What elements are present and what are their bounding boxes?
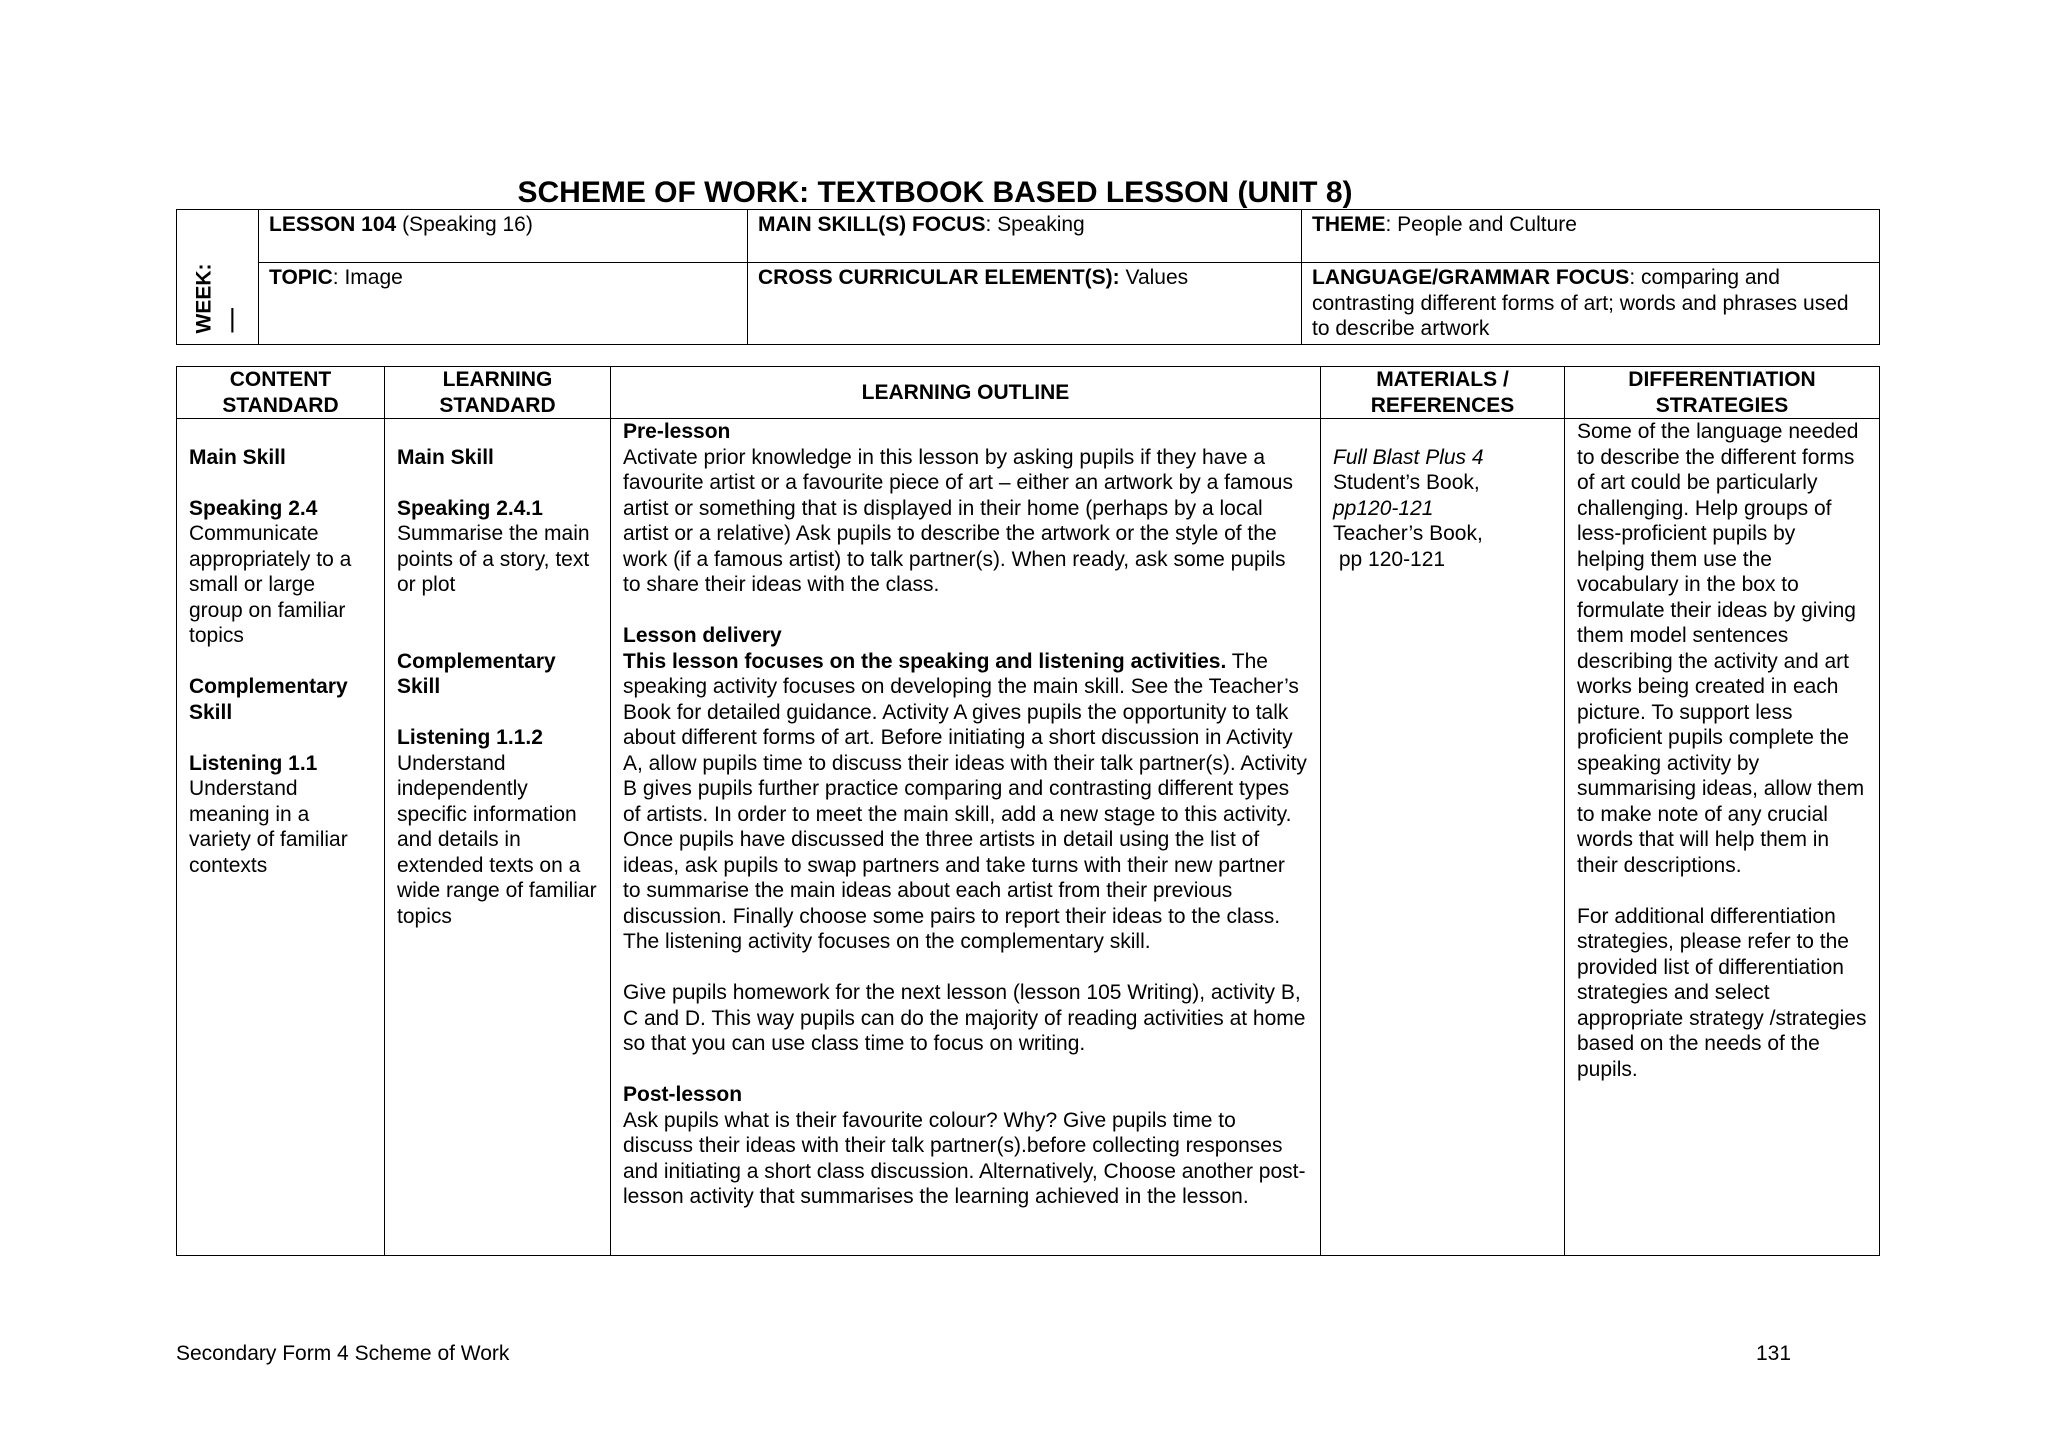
week-cell	[177, 210, 259, 345]
lesson-delivery-text: The speaking activity focuses on developing the main skill. See the Teacher’s Book for detailed guidance. Activity A gives pupils the opportunity to talk about different forms of art. Before initiating a short discussion in Activity A, allow pupils time to discuss their ideas with their talk partner(s). Activity B gives pupils further practice comparing and contrasting different types of artists. In order to meet the main skill, add a new stage to this activity. Once pupils have discussed the three artists in detail using the list of ideas, ask pupils to swap partners and take turns with their new partner to summarise the main ideas about each artist from their previous discussion. Finally choose some pairs to report their ideas to the class. The listening activity focuses on the complementary skill.	[623, 649, 1307, 953]
post-lesson-text: Ask pupils what is their favourite colour? Why? Give pupils time to discuss their ideas with their talk partner(s).before collecting responses and initiating a short class discussion. Alternatively, Choose another post-lesson activity that summarises the learning achieved in the lesson.	[623, 1108, 1306, 1208]
content-standard-cell	[177, 419, 385, 1256]
lesson-cell	[259, 210, 748, 263]
post-lesson-heading: Post-lesson	[623, 1083, 743, 1106]
lesson-header-table	[176, 209, 1880, 345]
teachers-pages: pp 120-121	[1333, 547, 1446, 571]
main-skill-value: : Speaking	[985, 213, 1085, 236]
ls-main-code: Speaking 2.4.1	[397, 496, 543, 520]
theme-cell	[1302, 210, 1880, 263]
theme-label: THEME	[1312, 213, 1386, 236]
learning-standard-cell	[385, 419, 611, 1256]
cs-main-text: Communicate appropriately to a small or large group on familiar topics	[189, 522, 352, 647]
ls-main-text: Summarise the main points of a story, text or plot	[397, 522, 590, 596]
lesson-delivery-bold: This lesson focuses on the speaking and listening activities.	[623, 649, 1227, 673]
teachers-book: Teacher’s Book,	[1333, 522, 1483, 545]
topic-label: TOPIC	[269, 266, 333, 289]
cce-label: CROSS CURRICULAR ELEMENT(S):	[758, 266, 1120, 289]
learning-standard-header: LEARNING STANDARD	[385, 367, 611, 419]
ls-comp-text: Understand independently specific information and details in extended texts on a wide range of familiar topics	[397, 751, 597, 928]
students-book: Student’s Book,	[1333, 471, 1480, 494]
materials-cell	[1321, 419, 1565, 1256]
cce-value: Values	[1119, 266, 1189, 289]
main-skill-cell	[748, 210, 1302, 263]
language-focus-value: : comparing and contrasting different forms of art; words and phrases used to describe artwork	[1312, 266, 1849, 340]
week-value: |	[229, 303, 236, 333]
language-focus-cell	[1302, 263, 1880, 345]
footer-title: Secondary Form 4 Scheme of Work	[176, 1342, 510, 1365]
cs-comp-skill: Complementary Skill	[189, 675, 348, 724]
pre-lesson-text: Activate prior knowledge in this lesson by asking pupils if they have a favourite artist or a favourite piece of art – either an artwork by a famous artist or something that is displayed in their home (perhaps by a local artist or a relative) Ask pupils to describe the artwork or the style of the work (if a famous artist) to talk partner(s). When ready, ask some pupils to share their ideas with the class.	[623, 445, 1293, 596]
cs-comp-code: Listening 1.1	[189, 751, 318, 775]
pre-lesson-heading: Pre-lesson	[623, 420, 731, 443]
main-skill-label: MAIN SKILL(S) FOCUS	[758, 213, 986, 236]
week-label: WEEK:	[192, 263, 216, 334]
ls-main-skill: Main Skill	[397, 445, 494, 469]
materials-header: MATERIALS / REFERENCES	[1321, 367, 1565, 419]
lesson-label: LESSON 104	[269, 213, 397, 236]
topic-value: : Image	[332, 266, 403, 289]
ls-comp-code: Listening 1.1.2	[397, 726, 543, 749]
lesson-delivery-body	[623, 649, 1308, 955]
book-title: Full Blast Plus 4	[1333, 445, 1484, 469]
learning-outline-header: LEARNING OUTLINE	[611, 367, 1321, 419]
lesson-plan-table	[176, 366, 1880, 1256]
cs-main-skill: Main Skill	[189, 445, 286, 469]
lesson-value: (Speaking 16)	[396, 213, 533, 236]
differentiation-header: DIFFERENTIATION STRATEGIES	[1565, 367, 1880, 419]
lesson-delivery-heading: Lesson delivery	[623, 624, 782, 647]
page-number: 131	[1756, 1342, 1792, 1365]
differentiation-para-1: Some of the language needed to describe the different forms of art could be particularly challenging. Help groups of less-proficient pupils by helping them use the vocabulary in the box to formulate their ideas by giving them model sentences describing the activity and art works being created in each picture. To support less proficient pupils complete the speaking activity by summarising ideas, allow them to make note of any crucial words that will help them in their descriptions.	[1577, 420, 1865, 877]
topic-cell	[259, 263, 748, 345]
cs-main-code: Speaking 2.4	[189, 496, 318, 520]
language-focus-label: LANGUAGE/GRAMMAR FOCUS	[1312, 266, 1630, 289]
ls-comp-skill: Complementary Skill	[397, 649, 556, 698]
theme-value: : People and Culture	[1385, 213, 1577, 236]
cce-cell	[748, 263, 1302, 345]
differentiation-cell	[1565, 419, 1880, 1256]
learning-outline-cell	[611, 419, 1321, 1256]
homework-text: Give pupils homework for the next lesson (lesson 105 Writing), activity B, C and D. This way pupils can do the majority of reading activities at home so that you can use class time to focus on writing.	[623, 981, 1306, 1055]
students-pages: pp120-121	[1333, 496, 1434, 520]
differentiation-para-2: For additional differentiation strategies, please refer to the provided list of differentiation strategies and select appropriate strategy /strategies based on the needs of the pupils.	[1577, 904, 1867, 1081]
cs-comp-text: Understand meaning in a variety of familiar contexts	[189, 777, 348, 877]
content-standard-header: CONTENT STANDARD	[177, 367, 385, 419]
page-title: SCHEME OF WORK: TEXTBOOK BASED LESSON (UNIT 8)	[517, 176, 1353, 209]
